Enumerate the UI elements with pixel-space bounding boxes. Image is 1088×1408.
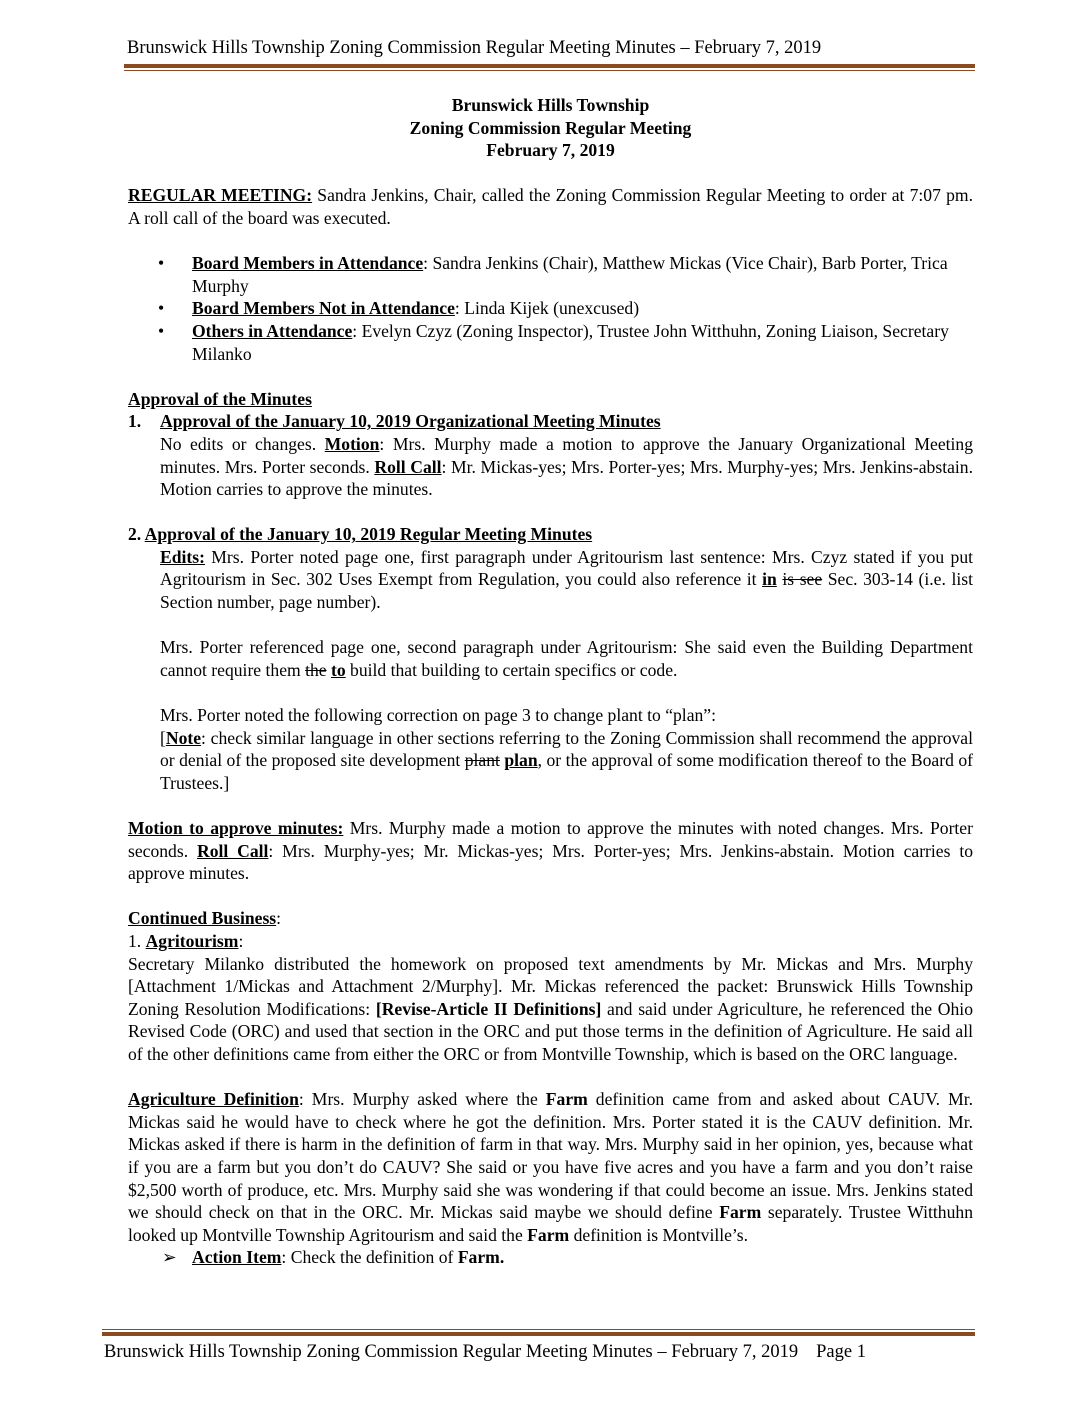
motion-label: Motion xyxy=(324,433,380,454)
header-rule-thin xyxy=(124,70,975,71)
bullet-icon: • xyxy=(158,253,165,274)
title-line-1: Brunswick Hills Township xyxy=(451,95,650,115)
list-item xyxy=(128,252,973,297)
attendance-text: : Sandra Jenkins (Chair), Matthew Mickas (Vice Chair), Barb Porter, Trica Murphy xyxy=(192,253,948,296)
deletion: the xyxy=(305,659,327,680)
agritourism-heading xyxy=(128,930,973,953)
text: , or the approval of some modification thereof to the Board of Trustees.] xyxy=(160,750,974,793)
continued-business-heading xyxy=(128,907,973,930)
arrow-bullet-icon: ➢ xyxy=(162,1247,177,1268)
text: Secretary Milanko distributed the homework on proposed text amendments by Mr. Mickas and Mrs. Murphy [Attachment 1/Mickas and Attachment 2/Murphy]. Mr. Mickas referenced the packet: Brunswick Hills Township Zoning Resolution Modifications: xyxy=(128,953,973,1019)
attendance-label: Others in Attendance xyxy=(192,320,353,341)
item-heading: Approval of the January 10, 2019 Regular Meeting Minutes xyxy=(144,524,593,545)
bullet-icon: • xyxy=(158,320,165,341)
roll-call-label: Roll Call xyxy=(196,840,269,861)
text: : xyxy=(276,908,282,929)
item-number: 1. xyxy=(128,930,146,951)
agriculture-definition-paragraph xyxy=(128,1088,973,1246)
page-number: Page 1 xyxy=(816,1342,866,1362)
page-footer xyxy=(104,1342,866,1363)
item-number: 2. xyxy=(128,524,145,545)
text: definition is Montville’s. xyxy=(569,1224,749,1245)
attendance-list xyxy=(128,252,973,365)
text: build that building to certain specifics or code. xyxy=(345,659,678,680)
text: definition came from and asked about CAUV. Mr. Mickas said he would have to check where he got the definition. Mrs. Porter stated it is the CAUV definition. Mr. Mickas asked if there is harm in the definition of farm in that way. Mrs. Murphy said in her opinion, yes, because what if you are a farm but you don’t do CAUV? She said or you have five acres and you have a farm and you don’t raise $2,500 worth of produce, etc. Mrs. Murphy said she was wondering if that could become an issue. Mrs. Jenkins stated we should check on that in the ORC. Mr. Mickas said maybe we should define xyxy=(128,1089,973,1223)
text: : Mrs. Murphy asked where the xyxy=(298,1089,546,1110)
footer-rule xyxy=(102,1332,975,1336)
item-heading: Approval of the January 10, 2019 Organizational Meeting Minutes xyxy=(160,411,661,432)
text: : check similar language in other sections referring to the Zoning Commission shall recommend the approval or denial of the proposed site development xyxy=(160,727,973,771)
text: : Mrs. Murphy-yes; Mr. Mickas-yes; Mrs. Porter-yes; Mrs. Jenkins-abstain. Motion carries to approve minutes. xyxy=(128,840,974,884)
porter-paragraph xyxy=(128,636,973,681)
motion-approve-paragraph xyxy=(128,817,973,885)
attendance-label: Board Members in Attendance xyxy=(192,253,424,274)
text: No edits or changes. xyxy=(160,433,325,454)
item-number: 1. xyxy=(128,411,142,432)
text: Mrs. Murphy made a motion to approve the minutes with noted changes. Mrs. Porter seconds. xyxy=(128,818,973,861)
item-heading: Agritourism xyxy=(145,930,239,951)
approval-item-2-heading xyxy=(128,523,973,546)
action-item xyxy=(128,1246,973,1269)
approval-heading: Approval of the Minutes xyxy=(128,388,312,409)
title-line-2: Zoning Commission Regular Meeting xyxy=(409,117,692,138)
text: : Mr. Mickas-yes; Mrs. Porter-yes; Mrs. Murphy-yes; Mrs. Jenkins-abstain. Motion carries to approve the minutes. xyxy=(160,456,973,500)
section-label: Agriculture Definition xyxy=(128,1089,299,1110)
text: and said under Agriculture, he referenced the Ohio Revised Code (ORC) and used that section in the ORC and put those terms in the definition of Agriculture. He said all of the other definitions came from either the ORC or from Montville Township, which is based on the ORC language. xyxy=(128,998,973,1064)
bullet-icon: • xyxy=(158,298,165,319)
list-item xyxy=(128,297,973,320)
text: : Check the definition of xyxy=(281,1247,458,1268)
footer-rule-thin xyxy=(102,1329,975,1330)
document-title xyxy=(128,94,973,162)
bold-text: [Revise-Article II Definitions] xyxy=(375,998,602,1019)
edits-paragraph xyxy=(128,546,973,614)
heading-label: Continued Business xyxy=(128,908,277,929)
deletion: plant xyxy=(464,750,500,771)
title-line-3: February 7, 2019 xyxy=(486,140,615,161)
footer-text: Brunswick Hills Township Zoning Commission Regular Meeting Minutes – February 7, 2019 xyxy=(104,1342,799,1362)
action-item-label: Action Item xyxy=(192,1247,282,1268)
page-header: Brunswick Hills Township Zoning Commission Regular Meeting Minutes – February 7, 2019 xyxy=(127,38,822,58)
bold-text: Farm. xyxy=(457,1247,505,1268)
text: Sec. 303-14 (i.e. list Section number, page number). xyxy=(160,569,973,613)
list-item xyxy=(128,320,973,365)
text: : Mrs. Murphy made a motion to approve the January Organizational Meeting minutes. Mrs. Porter seconds. xyxy=(160,433,973,477)
edits-label: Edits: xyxy=(160,546,205,567)
motion-label: Motion to approve minutes: xyxy=(128,818,344,838)
header-rule xyxy=(124,64,975,68)
bold-text: Farm xyxy=(719,1202,762,1223)
roll-call-label: Roll Call xyxy=(374,456,442,477)
insertion: in xyxy=(762,569,777,590)
insertion: to xyxy=(331,659,346,680)
text: : xyxy=(238,930,244,951)
bold-text: Farm xyxy=(545,1089,588,1110)
agritourism-paragraph xyxy=(128,953,973,1066)
note-paragraph xyxy=(128,727,973,795)
text: Mrs. Porter noted page one, first paragraph under Agritourism last sentence: Mrs. Czyz stated if you put Agritourism in Sec. 302 Uses Exempt from Regulation, you could also reference it xyxy=(160,546,973,590)
correction-paragraph: Mrs. Porter noted the following correction on page 3 to change plant to “plan”: xyxy=(160,705,716,726)
bold-text: Farm xyxy=(527,1224,570,1245)
text: [ xyxy=(160,727,166,748)
document-body xyxy=(128,94,973,1269)
text: separately. Trustee Witthuhn looked up Montville Township Agritourism and said the xyxy=(128,1202,973,1245)
attendance-text: : Evelyn Czyz (Zoning Inspector), Trustee John Witthuhn, Zoning Liaison, Secretary Milanko xyxy=(192,320,949,364)
insertion: plan xyxy=(504,750,538,771)
regular-meeting-text: Sandra Jenkins, Chair, called the Zoning Commission Regular Meeting to order at 7:07 pm. A roll call of the board was executed. xyxy=(128,185,973,228)
approval-item-1-heading xyxy=(128,410,973,433)
approval-item-1-body xyxy=(128,433,973,501)
attendance-label: Board Members Not in Attendance xyxy=(192,298,455,319)
note-label: Note xyxy=(165,727,202,748)
regular-meeting-label: REGULAR MEETING: xyxy=(128,185,313,206)
attendance-text: : Linda Kijek (unexcused) xyxy=(454,298,640,319)
text: Mrs. Porter referenced page one, second paragraph under Agritourism: She said even the Building Department cannot require them xyxy=(160,637,973,680)
deletion: is see xyxy=(782,569,823,590)
regular-meeting-paragraph xyxy=(128,184,973,229)
